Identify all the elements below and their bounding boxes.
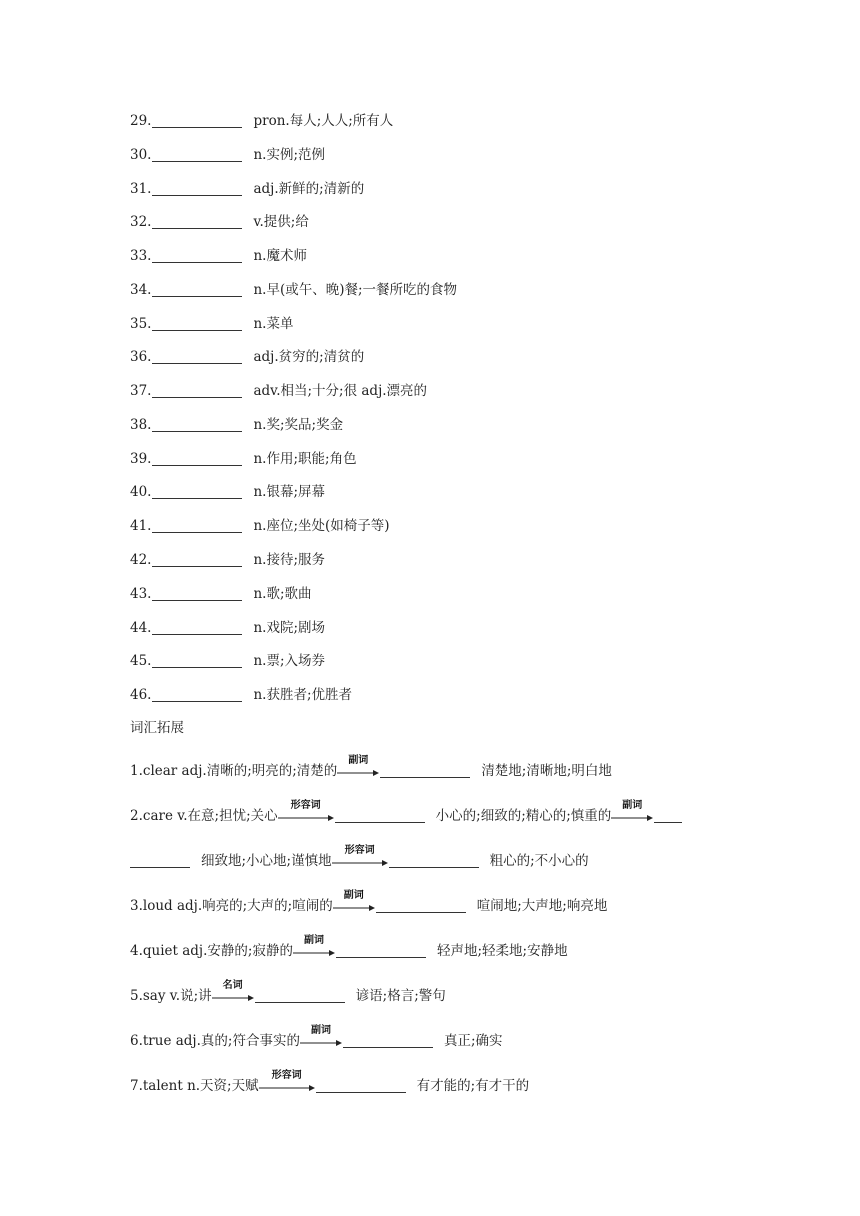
answer-blank[interactable] [336, 943, 426, 958]
item-definition: adj.贫穷的;清贫的 [253, 349, 365, 365]
derivation-arrow [337, 755, 379, 781]
answer-blank[interactable] [152, 147, 242, 162]
section-heading: 词汇拓展 [130, 720, 184, 736]
word-meaning: 谚语;格言;警句 [355, 988, 446, 1004]
answer-blank[interactable] [380, 763, 470, 778]
arrow-label: 副词 [622, 800, 643, 811]
answer-blank[interactable] [389, 853, 479, 868]
answer-blank[interactable] [152, 383, 242, 398]
answer-blank[interactable] [376, 898, 466, 913]
answer-blank[interactable] [152, 282, 242, 297]
item-number: 42. [130, 552, 152, 568]
arrow-icon [259, 1085, 315, 1091]
vocab-item-37 [130, 381, 427, 401]
answer-blank[interactable] [130, 853, 190, 868]
arrow-icon [300, 1040, 342, 1046]
item-number: 29. [130, 113, 152, 129]
answer-blank[interactable] [152, 248, 242, 263]
derivation-arrow [611, 800, 653, 826]
vocab-item-45 [130, 651, 325, 671]
arrow-label: 形容词 [271, 1070, 302, 1081]
word-meaning: 粗心的;不小心的 [489, 853, 589, 869]
vocab-item-43 [130, 584, 312, 604]
word-meaning: 有才能的;有才干的 [416, 1078, 530, 1094]
item-number: 36. [130, 349, 152, 365]
vocab-item-29 [130, 111, 393, 131]
word-meaning: 轻声地;轻柔地;安静地 [436, 943, 568, 959]
vocab-item-41 [130, 516, 390, 536]
expansion-item-7 [130, 1070, 530, 1096]
expansion-item-2-continued [130, 845, 589, 871]
vocab-item-39 [130, 449, 357, 469]
item-number: 39. [130, 451, 152, 467]
item-definition: adj.新鲜的;清新的 [253, 181, 365, 197]
item-definition: v.提供;给 [253, 214, 309, 230]
arrow-label: 副词 [348, 755, 369, 766]
answer-blank[interactable] [152, 181, 242, 196]
word-stem: 4.quiet adj.安静的;寂静的 [130, 943, 293, 959]
expansion-item-4 [130, 935, 568, 961]
vocab-item-30 [130, 145, 325, 165]
word-meaning: 喧闹地;大声地;响亮地 [476, 898, 608, 914]
derivation-arrow [278, 800, 334, 826]
vocab-item-46 [130, 685, 352, 705]
item-number: 46. [130, 687, 152, 703]
arrow-icon [337, 770, 379, 776]
vocab-item-31 [130, 179, 364, 199]
arrow-icon [611, 815, 653, 821]
item-number: 30. [130, 147, 152, 163]
answer-blank[interactable] [152, 113, 242, 128]
item-definition: n.银幕;屏幕 [253, 484, 326, 500]
item-number: 34. [130, 282, 152, 298]
item-number: 45. [130, 653, 152, 669]
word-meaning: 清楚地;清晰地;明白地 [481, 763, 612, 779]
word-stem: 1.clear adj.清晰的;明亮的;清楚的 [130, 763, 338, 779]
answer-blank[interactable] [654, 808, 682, 823]
answer-blank[interactable] [152, 451, 242, 466]
item-number: 38. [130, 417, 152, 433]
arrow-icon [333, 905, 375, 911]
item-definition: n.实例;范例 [253, 147, 326, 163]
answer-blank[interactable] [152, 586, 242, 601]
vocab-item-36 [130, 347, 364, 367]
arrow-label: 名词 [222, 980, 243, 991]
item-definition: n.票;入场券 [253, 653, 326, 669]
arrow-label: 副词 [310, 1025, 331, 1036]
expansion-item-5 [130, 980, 446, 1006]
item-definition: n.歌;歌曲 [253, 586, 312, 602]
item-definition: n.奖;奖品;奖金 [253, 417, 344, 433]
derivation-arrow [259, 1070, 315, 1096]
word-meaning: 真正;确实 [443, 1033, 503, 1049]
word-stem: 6.true adj.真的;符合事实的 [130, 1033, 300, 1049]
arrow-icon [278, 815, 334, 821]
item-definition: adv.相当;十分;很 adj.漂亮的 [253, 383, 428, 399]
item-number: 35. [130, 316, 152, 332]
item-definition: n.戏院;剧场 [253, 620, 326, 636]
item-number: 41. [130, 518, 152, 534]
expansion-item-6 [130, 1025, 503, 1051]
item-definition: n.菜单 [253, 316, 294, 332]
derivation-arrow [293, 935, 335, 961]
answer-blank[interactable] [152, 620, 242, 635]
item-definition: n.接待;服务 [253, 552, 326, 568]
item-definition: n.获胜者;优胜者 [253, 687, 353, 703]
arrow-label: 形容词 [344, 845, 375, 856]
item-number: 33. [130, 248, 152, 264]
answer-blank[interactable] [152, 214, 242, 229]
answer-blank[interactable] [316, 1078, 406, 1093]
item-number: 44. [130, 620, 152, 636]
vocab-item-38 [130, 415, 343, 435]
answer-blank[interactable] [152, 653, 242, 668]
vocab-item-44 [130, 618, 325, 638]
expansion-item-1 [130, 755, 612, 781]
answer-blank[interactable] [335, 808, 425, 823]
derivation-arrow [300, 1025, 342, 1051]
item-number: 32. [130, 214, 152, 230]
item-definition: n.作用;职能;角色 [253, 451, 357, 467]
vocab-item-32 [130, 212, 309, 232]
item-definition: pron.每人;人人;所有人 [253, 113, 394, 129]
word-stem: 7.talent n.天资;天赋 [130, 1078, 259, 1094]
answer-blank[interactable] [152, 484, 242, 499]
vocab-item-34 [130, 280, 457, 300]
answer-blank[interactable] [152, 349, 242, 364]
answer-blank[interactable] [152, 687, 242, 702]
item-number: 31. [130, 181, 152, 197]
item-definition: n.早(或午、晚)餐;一餐所吃的食物 [253, 282, 458, 298]
answer-blank[interactable] [152, 552, 242, 567]
item-number: 40. [130, 484, 152, 500]
vocab-item-35 [130, 314, 293, 334]
answer-blank[interactable] [152, 316, 242, 331]
arrow-icon [212, 995, 254, 1001]
answer-blank[interactable] [343, 1033, 433, 1048]
expansion-item-2 [130, 800, 683, 826]
vocab-item-42 [130, 550, 325, 570]
item-definition: n.魔术师 [253, 248, 307, 264]
word-meaning: 细致地;小心地;谨慎地 [201, 853, 332, 869]
item-number: 37. [130, 383, 152, 399]
vocab-item-33 [130, 246, 307, 266]
item-definition: n.座位;坐处(如椅子等) [253, 518, 390, 534]
arrow-label: 形容词 [290, 800, 321, 811]
word-stem: 2.care v.在意;担忧;关心 [130, 808, 278, 824]
word-meaning: 小心的;细致的;精心的;慎重的 [435, 808, 612, 824]
word-stem: 5.say v.说;讲 [130, 988, 212, 1004]
word-stem: 3.loud adj.响亮的;大声的;喧闹的 [130, 898, 333, 914]
answer-blank[interactable] [152, 417, 242, 432]
arrow-label: 副词 [343, 890, 364, 901]
answer-blank[interactable] [255, 988, 345, 1003]
answer-blank[interactable] [152, 518, 242, 533]
vocab-item-40 [130, 482, 325, 502]
item-number: 43. [130, 586, 152, 602]
derivation-arrow [332, 845, 388, 871]
derivation-arrow [333, 890, 375, 916]
arrow-icon [293, 950, 335, 956]
expansion-item-3 [130, 890, 608, 916]
arrow-icon [332, 860, 388, 866]
arrow-label: 副词 [303, 935, 324, 946]
derivation-arrow [212, 980, 254, 1006]
